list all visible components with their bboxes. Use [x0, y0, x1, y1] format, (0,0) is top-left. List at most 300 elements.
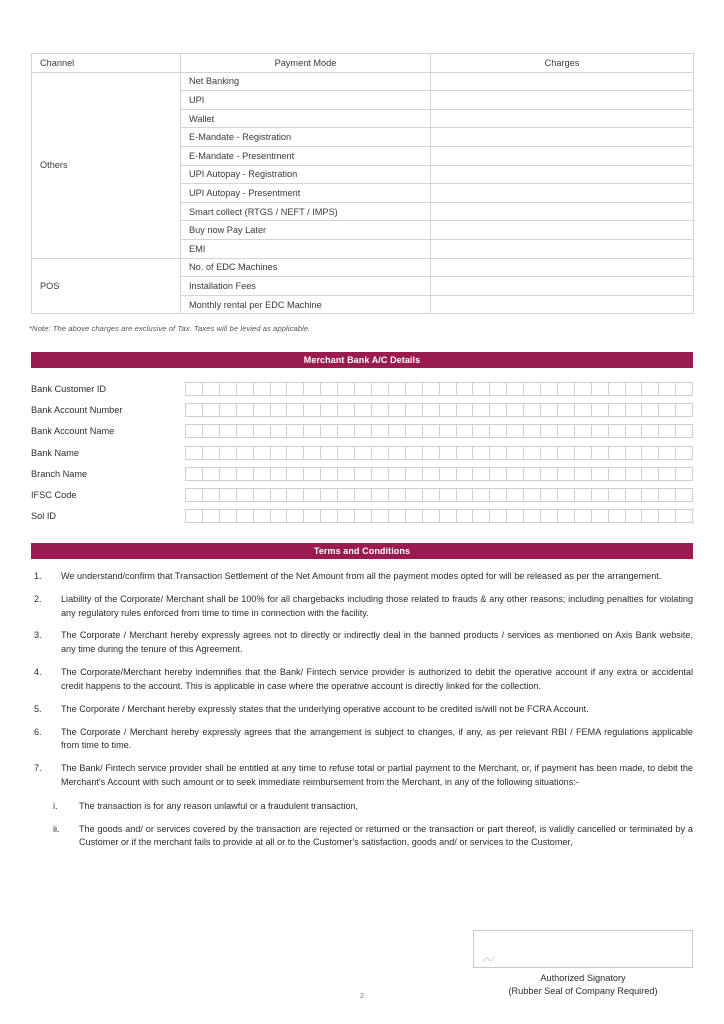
comb-cell[interactable] [338, 468, 355, 480]
comb-cell[interactable] [338, 425, 355, 437]
term-sub-list [51, 800, 693, 850]
comb-cell[interactable] [287, 468, 304, 480]
comb-cell[interactable] [423, 489, 440, 501]
payment-mode-cell: Net Banking [181, 72, 431, 91]
comb-cell[interactable] [490, 489, 507, 501]
comb-cell[interactable] [507, 447, 524, 459]
comb-cell[interactable] [575, 425, 592, 437]
comb-cell[interactable] [372, 510, 389, 522]
comb-cell[interactable] [186, 425, 203, 437]
comb-cell[interactable] [271, 383, 288, 395]
comb-cell[interactable] [541, 489, 558, 501]
comb-cell[interactable] [389, 404, 406, 416]
comb-cell[interactable] [254, 383, 271, 395]
comb-cell[interactable] [406, 510, 423, 522]
comb-cell[interactable] [473, 468, 490, 480]
comb-cell[interactable] [220, 425, 237, 437]
comb-cell[interactable] [406, 489, 423, 501]
comb-cell[interactable] [659, 447, 676, 459]
comb-cell[interactable] [423, 468, 440, 480]
comb-cell[interactable] [203, 383, 220, 395]
comb-cell[interactable] [389, 425, 406, 437]
comb-cell[interactable] [406, 404, 423, 416]
comb-cell[interactable] [457, 404, 474, 416]
bank-field-row [31, 442, 693, 463]
comb-cell[interactable] [457, 383, 474, 395]
comb-cell[interactable] [473, 510, 490, 522]
comb-cell[interactable] [254, 447, 271, 459]
comb-cell[interactable] [642, 383, 659, 395]
term-item [31, 703, 693, 717]
comb-cell[interactable] [592, 447, 609, 459]
comb-cell[interactable] [524, 447, 541, 459]
bank-field-label: Sol ID [31, 511, 57, 522]
comb-cell[interactable] [440, 404, 457, 416]
term-number: 3. [34, 630, 42, 641]
comb-cell[interactable] [389, 510, 406, 522]
comb-cell[interactable] [558, 404, 575, 416]
comb-cell[interactable] [237, 404, 254, 416]
comb-cell[interactable] [676, 510, 692, 522]
column-header-charges: Charges [431, 54, 694, 73]
comb-cell[interactable] [541, 468, 558, 480]
comb-cell[interactable] [237, 468, 254, 480]
comb-cell[interactable] [642, 404, 659, 416]
comb-cell[interactable] [271, 468, 288, 480]
comb-cell[interactable] [575, 489, 592, 501]
comb-cell[interactable] [457, 489, 474, 501]
bank-field-input[interactable] [185, 488, 693, 502]
term-item [31, 762, 693, 790]
charges-cell[interactable] [431, 146, 694, 165]
term-text: Liability of the Corporate/ Merchant shall be 100% for all chargebacks including those related to frauds & any other reasons; including penalties for violating any regulatory rules enforced from time to time in connection with the facility. [61, 593, 693, 618]
comb-cell[interactable] [372, 425, 389, 437]
bank-field-input[interactable] [185, 509, 693, 523]
bank-field-label: Bank Account Number [31, 404, 123, 415]
comb-cell[interactable] [457, 425, 474, 437]
comb-cell[interactable] [659, 425, 676, 437]
comb-cell[interactable] [575, 468, 592, 480]
comb-cell[interactable] [186, 510, 203, 522]
comb-cell[interactable] [237, 510, 254, 522]
comb-cell[interactable] [490, 383, 507, 395]
comb-cell[interactable] [406, 447, 423, 459]
comb-cell[interactable] [271, 447, 288, 459]
comb-cell[interactable] [304, 489, 321, 501]
term-number: 4. [34, 667, 42, 678]
bank-field-row [31, 399, 693, 420]
term-sub-text: The goods and/ or services covered by the transaction are rejected or returned or the transaction or part thereof, is validly cancelled or terminated by a Customer or if the merchant fails to provide at all or to the Customer's satisfaction, goods and/ or services to the Customer, [79, 823, 693, 848]
bank-field-input[interactable] [185, 403, 693, 417]
comb-cell[interactable] [338, 447, 355, 459]
comb-cell[interactable] [440, 447, 457, 459]
comb-cell[interactable] [186, 404, 203, 416]
comb-cell[interactable] [423, 404, 440, 416]
comb-cell[interactable] [372, 489, 389, 501]
comb-cell[interactable] [558, 489, 575, 501]
comb-cell[interactable] [642, 489, 659, 501]
charges-cell[interactable] [431, 72, 694, 91]
comb-cell[interactable] [473, 383, 490, 395]
comb-cell[interactable] [186, 383, 203, 395]
comb-cell[interactable] [186, 489, 203, 501]
term-item [31, 726, 693, 754]
comb-cell[interactable] [321, 404, 338, 416]
comb-cell[interactable] [558, 468, 575, 480]
term-text: The Corporate/Merchant hereby indemnifies that the Bank/ Fintech service provider is authorized to debit the operative account if any extra or accidental credit happens to the account. This is applicable in case where the operative account is directly linked for the collection. [61, 667, 693, 691]
comb-cell[interactable] [203, 425, 220, 437]
comb-cell[interactable] [321, 468, 338, 480]
term-text: The Corporate / Merchant hereby expressly agrees that the arrangement is subject to changes, if any, as per relevant RBI / FEMA regulations applicable from time to time. [61, 726, 693, 751]
comb-cell[interactable] [355, 425, 372, 437]
term-item [31, 593, 693, 621]
comb-cell[interactable] [558, 383, 575, 395]
comb-cell[interactable] [220, 447, 237, 459]
comb-cell[interactable] [507, 383, 524, 395]
comb-cell[interactable] [321, 425, 338, 437]
comb-cell[interactable] [423, 425, 440, 437]
tax-note: *Note: The above charges are exclusive of Tax. Taxes will be levied as applicable. [29, 324, 311, 333]
comb-cell[interactable] [541, 447, 558, 459]
comb-cell[interactable] [659, 404, 676, 416]
comb-cell[interactable] [541, 404, 558, 416]
comb-cell[interactable] [338, 404, 355, 416]
comb-cell[interactable] [507, 489, 524, 501]
comb-cell[interactable] [575, 510, 592, 522]
comb-cell[interactable] [592, 489, 609, 501]
comb-cell[interactable] [254, 489, 271, 501]
comb-cell[interactable] [507, 404, 524, 416]
comb-cell[interactable] [372, 468, 389, 480]
term-sub-text: The transaction is for any reason unlawful or a fraudulent transaction, [79, 800, 359, 811]
payment-mode-cell: E-Mandate - Presentment [181, 146, 431, 165]
signature-area [473, 930, 693, 999]
comb-cell[interactable] [626, 447, 643, 459]
comb-cell[interactable] [524, 468, 541, 480]
comb-cell[interactable] [321, 447, 338, 459]
comb-cell[interactable] [642, 510, 659, 522]
comb-cell[interactable] [609, 425, 626, 437]
comb-cell[interactable] [676, 468, 692, 480]
comb-cell[interactable] [558, 425, 575, 437]
charges-table [31, 53, 694, 314]
term-sub-item [51, 800, 693, 814]
comb-cell[interactable] [473, 447, 490, 459]
comb-cell[interactable] [186, 447, 203, 459]
comb-cell[interactable] [507, 468, 524, 480]
comb-cell[interactable] [457, 510, 474, 522]
term-sub-item [51, 823, 693, 851]
term-item [31, 570, 693, 584]
column-header-payment-mode: Payment Mode [181, 54, 431, 73]
comb-cell[interactable] [237, 425, 254, 437]
comb-cell[interactable] [524, 404, 541, 416]
payment-mode-cell: UPI [181, 91, 431, 110]
comb-cell[interactable] [271, 425, 288, 437]
comb-cell[interactable] [220, 404, 237, 416]
term-text: The Bank/ Fintech service provider shall be entitled at any time to refuse total or partial payment to the Merchant, or, if payment has been made, to debit the Merchant's Account with such amount or to seek immediate reimbursement from the Merchant, in any of the following situations:- [61, 763, 693, 787]
comb-cell[interactable] [271, 510, 288, 522]
comb-cell[interactable] [389, 489, 406, 501]
comb-cell[interactable] [507, 425, 524, 437]
comb-cell[interactable] [423, 383, 440, 395]
comb-cell[interactable] [473, 425, 490, 437]
comb-cell[interactable] [203, 447, 220, 459]
bank-field-label: Bank Name [31, 447, 80, 458]
comb-cell[interactable] [490, 404, 507, 416]
comb-cell[interactable] [237, 489, 254, 501]
comb-cell[interactable] [287, 447, 304, 459]
comb-cell[interactable] [473, 404, 490, 416]
comb-cell[interactable] [473, 489, 490, 501]
comb-cell[interactable] [355, 447, 372, 459]
comb-cell[interactable] [287, 510, 304, 522]
comb-cell[interactable] [575, 447, 592, 459]
term-item [31, 629, 693, 657]
charges-cell[interactable] [431, 128, 694, 147]
comb-cell[interactable] [389, 447, 406, 459]
comb-cell[interactable] [676, 489, 692, 501]
payment-mode-cell: Smart collect (RTGS / NEFT / IMPS) [181, 202, 431, 221]
term-sub-number: ii. [53, 823, 60, 834]
payment-mode-cell: Buy now Pay Later [181, 221, 431, 240]
comb-cell[interactable] [440, 468, 457, 480]
comb-cell[interactable] [490, 425, 507, 437]
comb-cell[interactable] [304, 425, 321, 437]
comb-cell[interactable] [524, 489, 541, 501]
comb-cell[interactable] [507, 510, 524, 522]
payment-mode-cell: Installation Fees [181, 277, 431, 296]
comb-cell[interactable] [592, 510, 609, 522]
channel-cell: Others [32, 72, 181, 258]
terms-list [31, 570, 693, 859]
comb-cell[interactable] [287, 383, 304, 395]
comb-cell[interactable] [575, 404, 592, 416]
term-number: 1. [34, 571, 42, 581]
charges-table-body [32, 72, 694, 314]
comb-cell[interactable] [220, 468, 237, 480]
charges-cell[interactable] [431, 202, 694, 221]
comb-cell[interactable] [659, 383, 676, 395]
comb-cell[interactable] [355, 404, 372, 416]
comb-cell[interactable] [626, 510, 643, 522]
term-sub-number: i. [53, 800, 58, 811]
comb-cell[interactable] [321, 510, 338, 522]
charges-cell[interactable] [431, 239, 694, 258]
comb-cell[interactable] [423, 510, 440, 522]
bank-field-input[interactable] [185, 424, 693, 438]
comb-cell[interactable] [338, 510, 355, 522]
comb-cell[interactable] [355, 510, 372, 522]
comb-cell[interactable] [524, 383, 541, 395]
comb-cell[interactable] [524, 425, 541, 437]
comb-cell[interactable] [490, 447, 507, 459]
comb-cell[interactable] [304, 383, 321, 395]
comb-cell[interactable] [186, 468, 203, 480]
bank-field-label: Branch Name [31, 468, 88, 479]
comb-cell[interactable] [575, 383, 592, 395]
comb-cell[interactable] [321, 383, 338, 395]
comb-cell[interactable] [592, 425, 609, 437]
comb-cell[interactable] [626, 468, 643, 480]
comb-cell[interactable] [676, 425, 692, 437]
payment-mode-cell: Monthly rental per EDC Machine [181, 295, 431, 314]
bank-details-banner: Merchant Bank A/C Details [31, 352, 693, 368]
comb-cell[interactable] [372, 383, 389, 395]
column-header-channel: Channel [32, 54, 181, 73]
comb-cell[interactable] [406, 468, 423, 480]
comb-cell[interactable] [355, 468, 372, 480]
comb-cell[interactable] [406, 425, 423, 437]
comb-cell[interactable] [609, 468, 626, 480]
comb-cell[interactable] [541, 510, 558, 522]
comb-cell[interactable] [440, 510, 457, 522]
comb-cell[interactable] [287, 425, 304, 437]
comb-cell[interactable] [659, 489, 676, 501]
bank-field-input[interactable] [185, 446, 693, 460]
comb-cell[interactable] [355, 383, 372, 395]
charges-cell[interactable] [431, 165, 694, 184]
comb-cell[interactable] [304, 447, 321, 459]
payment-mode-cell: UPI Autopay - Registration [181, 165, 431, 184]
comb-cell[interactable] [626, 383, 643, 395]
comb-cell[interactable] [440, 425, 457, 437]
comb-cell[interactable] [659, 510, 676, 522]
comb-cell[interactable] [271, 489, 288, 501]
payment-mode-cell: Wallet [181, 109, 431, 128]
comb-cell[interactable] [220, 510, 237, 522]
signature-mark-icon [482, 955, 496, 964]
comb-cell[interactable] [203, 468, 220, 480]
comb-cell[interactable] [406, 383, 423, 395]
charges-cell[interactable] [431, 184, 694, 203]
comb-cell[interactable] [237, 447, 254, 459]
bank-field-row [31, 463, 693, 484]
comb-cell[interactable] [626, 489, 643, 501]
charges-cell[interactable] [431, 277, 694, 296]
comb-cell[interactable] [203, 510, 220, 522]
comb-cell[interactable] [558, 447, 575, 459]
comb-cell[interactable] [524, 510, 541, 522]
bank-field-label: Bank Account Name [31, 426, 115, 437]
comb-cell[interactable] [457, 447, 474, 459]
bank-field-label: IFSC Code [31, 490, 77, 501]
comb-cell[interactable] [389, 468, 406, 480]
comb-cell[interactable] [558, 510, 575, 522]
comb-cell[interactable] [271, 404, 288, 416]
comb-cell[interactable] [609, 489, 626, 501]
comb-cell[interactable] [609, 447, 626, 459]
comb-cell[interactable] [254, 425, 271, 437]
term-text: The Corporate / Merchant hereby expressly states that the underlying operative account to be credited is/will not be FCRA Account. [61, 703, 589, 714]
comb-cell[interactable] [355, 489, 372, 501]
bank-field-row [31, 421, 693, 442]
comb-cell[interactable] [609, 510, 626, 522]
payment-mode-cell: EMI [181, 239, 431, 258]
signature-title: Authorized Signatory [540, 973, 626, 983]
bank-field-input[interactable] [185, 467, 693, 481]
comb-cell[interactable] [372, 404, 389, 416]
comb-cell[interactable] [541, 425, 558, 437]
payment-mode-cell: No. of EDC Machines [181, 258, 431, 277]
comb-cell[interactable] [304, 468, 321, 480]
term-text: The Corporate / Merchant hereby expressly agrees not to directly or indirectly deal in the banned products / services as mentioned on Axis Bank website, any time during the tenure of this Agreement. [61, 630, 693, 655]
comb-cell[interactable] [541, 383, 558, 395]
comb-cell[interactable] [642, 447, 659, 459]
comb-cell[interactable] [676, 447, 692, 459]
comb-cell[interactable] [287, 489, 304, 501]
payment-mode-cell: E-Mandate - Registration [181, 128, 431, 147]
comb-cell[interactable] [626, 425, 643, 437]
bank-details-fields [31, 378, 693, 527]
charges-cell[interactable] [431, 109, 694, 128]
comb-cell[interactable] [676, 404, 692, 416]
comb-cell[interactable] [642, 468, 659, 480]
term-number: 2. [34, 593, 42, 604]
charges-cell[interactable] [431, 91, 694, 110]
comb-cell[interactable] [440, 383, 457, 395]
comb-cell[interactable] [440, 489, 457, 501]
signature-box[interactable] [473, 930, 693, 968]
comb-cell[interactable] [254, 510, 271, 522]
terms-banner: Terms and Conditions [31, 543, 693, 559]
bank-field-row [31, 506, 693, 527]
comb-cell[interactable] [423, 447, 440, 459]
comb-cell[interactable] [490, 510, 507, 522]
term-item [31, 666, 693, 694]
comb-cell[interactable] [592, 468, 609, 480]
bank-field-input[interactable] [185, 382, 693, 396]
comb-cell[interactable] [338, 383, 355, 395]
table-row [32, 258, 694, 277]
comb-cell[interactable] [220, 489, 237, 501]
comb-cell[interactable] [609, 383, 626, 395]
page-number: 2 [359, 991, 365, 1000]
bank-field-row [31, 378, 693, 399]
charges-cell[interactable] [431, 221, 694, 240]
comb-cell[interactable] [490, 468, 507, 480]
bank-field-row [31, 484, 693, 505]
comb-cell[interactable] [642, 425, 659, 437]
comb-cell[interactable] [659, 468, 676, 480]
signature-subtitle: (Rubber Seal of Company Required) [508, 986, 658, 997]
comb-cell[interactable] [254, 404, 271, 416]
comb-cell[interactable] [321, 489, 338, 501]
term-text: We understand/confirm that Transaction Settlement of the Net Amount from all the payment modes opted for will be released as per the arrangement. [61, 571, 662, 581]
comb-cell[interactable] [237, 383, 254, 395]
comb-cell[interactable] [203, 489, 220, 501]
comb-cell[interactable] [389, 383, 406, 395]
charges-cell[interactable] [431, 295, 694, 314]
charges-table-head [32, 54, 694, 73]
comb-cell[interactable] [254, 468, 271, 480]
comb-cell[interactable] [592, 404, 609, 416]
comb-cell[interactable] [203, 404, 220, 416]
comb-cell[interactable] [592, 383, 609, 395]
charges-cell[interactable] [431, 258, 694, 277]
comb-cell[interactable] [287, 404, 304, 416]
comb-cell[interactable] [372, 447, 389, 459]
comb-cell[interactable] [676, 383, 692, 395]
comb-cell[interactable] [304, 404, 321, 416]
table-header-row [32, 54, 694, 73]
comb-cell[interactable] [338, 489, 355, 501]
comb-cell[interactable] [220, 383, 237, 395]
comb-cell[interactable] [457, 468, 474, 480]
comb-cell[interactable] [626, 404, 643, 416]
comb-cell[interactable] [609, 404, 626, 416]
comb-cell[interactable] [304, 510, 321, 522]
